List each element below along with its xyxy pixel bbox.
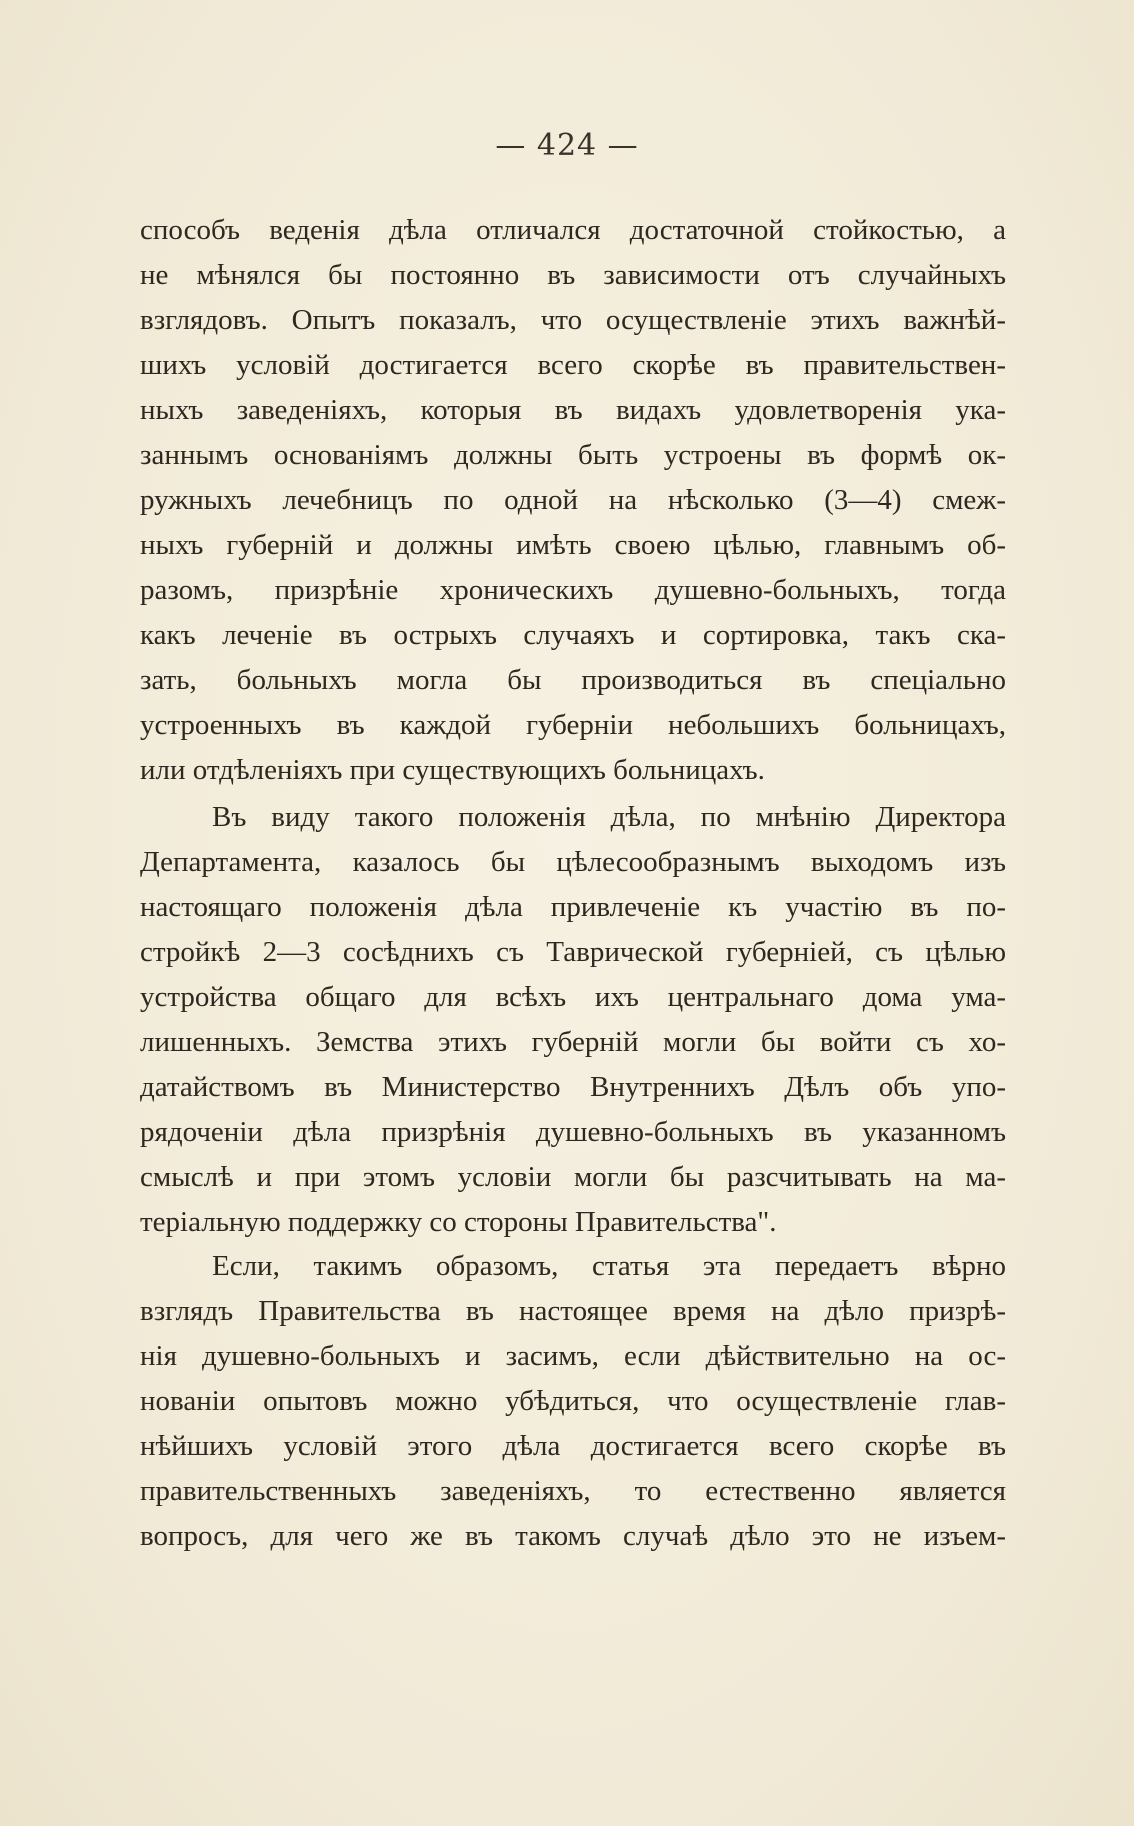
paragraph-3 (140, 1244, 1006, 1559)
text-line: нѣйшихъ условій этого дѣла достигается всего скорѣе въ (140, 1430, 1006, 1462)
paragraph-2 (140, 795, 1006, 1245)
text-line: устроенныхъ въ каждой губерніи небольшихъ больницахъ, (140, 709, 1006, 741)
text-line: Департамента, казалось бы цѣлесообразнымъ выходомъ изъ (140, 846, 1006, 878)
text-line: зать, больныхъ могла бы производиться въ спеціально (140, 664, 1006, 696)
text-line: ныхъ заведеніяхъ, которыя въ видахъ удовлетворенія ука- (140, 394, 1006, 426)
text-line: нія душевно-больныхъ и засимъ, если дѣйствительно на ос- (140, 1340, 1006, 1372)
paragraph-1 (140, 208, 1006, 793)
text-line: какъ леченіе въ острыхъ случаяхъ и сортировка, такъ ска- (140, 619, 1006, 651)
page-number: — 424 — (495, 128, 639, 163)
text-line: вопросъ, для чего же въ такомъ случаѣ дѣло это не изъем- (140, 1520, 1006, 1552)
text-line: настоящаго положенія дѣла привлеченіе къ участію въ по- (140, 891, 1006, 923)
text-line: заннымъ основаніямъ должны быть устроены въ формѣ ок- (140, 439, 1006, 471)
text-line: смыслѣ и при этомъ условіи могли бы разсчитывать на ма- (140, 1161, 1006, 1193)
text-line: нованіи опытовъ можно убѣдиться, что осуществленіе глав- (140, 1385, 1006, 1417)
text-line: взглядъ Правительства въ настоящее время на дѣло призрѣ- (140, 1295, 1006, 1327)
text-line: стройкѣ 2—3 сосѣднихъ съ Таврической губерніей, съ цѣлью (140, 936, 1006, 968)
text-line: ныхъ губерній и должны имѣть своею цѣлью, главнымъ об- (140, 529, 1006, 561)
text-line: шихъ условій достигается всего скорѣе въ правительствен- (140, 349, 1006, 381)
text-line: устройства общаго для всѣхъ ихъ центральнаго дома ума- (140, 981, 1006, 1013)
text-line: датайствомъ въ Министерство Внутреннихъ Дѣлъ объ упо- (140, 1071, 1006, 1103)
text-line: теріальную поддержку со стороны Правительства". (140, 1206, 777, 1238)
text-line: взглядовъ. Опытъ показалъ, что осуществленіе этихъ важнѣй- (140, 304, 1006, 336)
text-line: разомъ, призрѣніе хроническихъ душевно-больныхъ, тогда (140, 574, 1006, 606)
text-line: рядоченіи дѣла призрѣнія душевно-больныхъ въ указанномъ (140, 1116, 1006, 1148)
text-line: способъ веденія дѣла отличался достаточной стойкостью, а (140, 214, 1006, 246)
text-line: лишенныхъ. Земства этихъ губерній могли бы войти съ хо- (140, 1026, 1006, 1058)
text-line: Если, такимъ образомъ, статья эта передаетъ вѣрно (212, 1250, 1006, 1282)
text-line: ружныхъ лечебницъ по одной на нѣсколько (3—4) смеж- (140, 484, 1006, 516)
text-line: не мѣнялся бы постоянно въ зависимости отъ случайныхъ (140, 259, 1006, 291)
text-line: правительственныхъ заведеніяхъ, то естественно является (140, 1475, 1006, 1507)
text-line: или отдѣленіяхъ при существующихъ больницахъ. (140, 754, 765, 786)
text-line: Въ виду такого положенія дѣла, по мнѣнію Директора (212, 801, 1006, 833)
